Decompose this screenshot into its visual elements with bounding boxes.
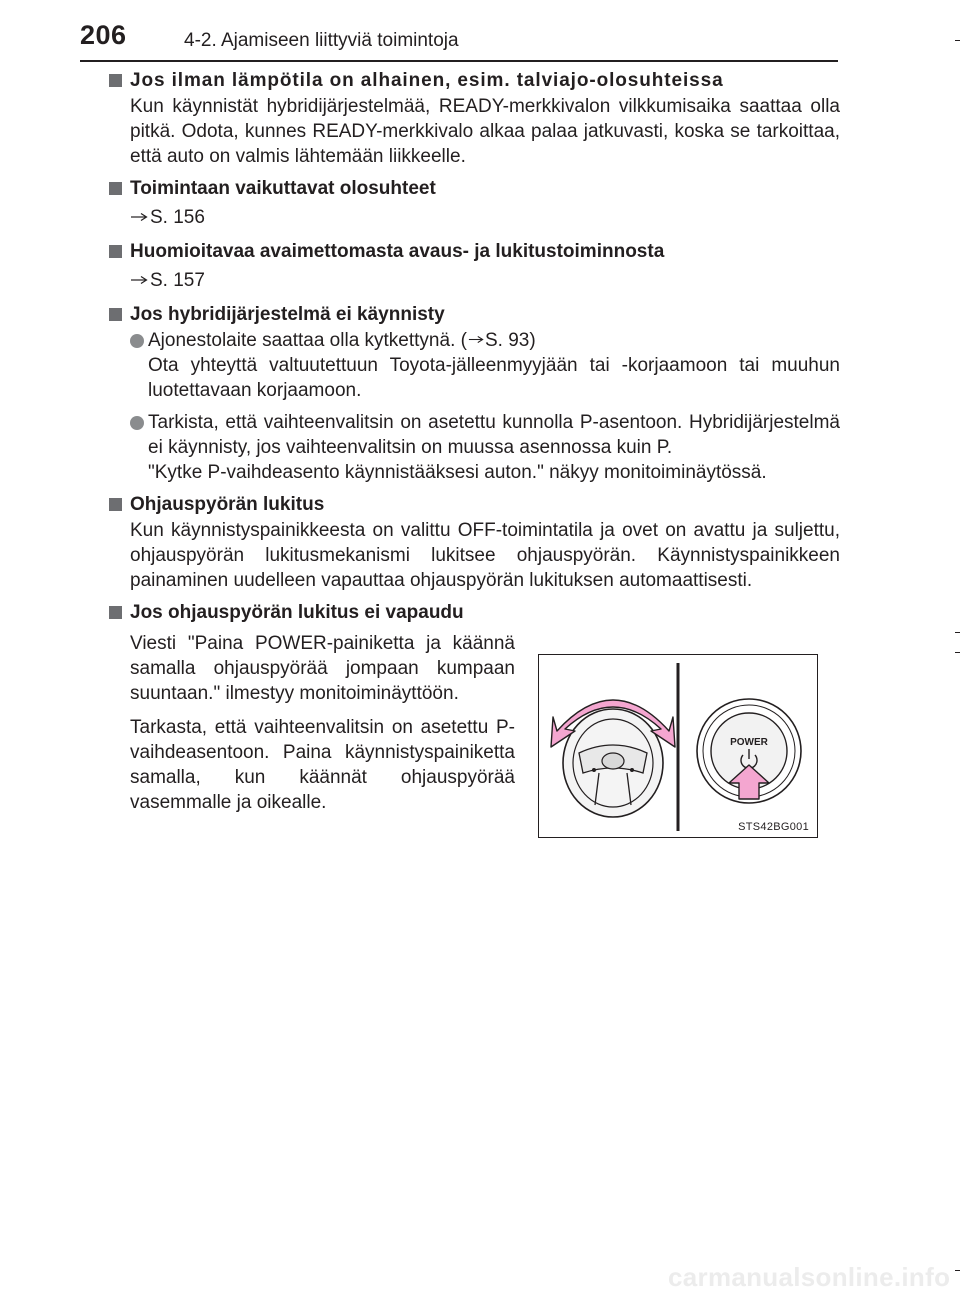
section-title: Ohjauspyörän lukitus <box>130 494 325 515</box>
section-square-icon <box>109 606 122 619</box>
page-reference-link[interactable]: S. 156 <box>150 206 205 228</box>
page-header <box>0 0 960 60</box>
watermark: carmanualsonline.info <box>668 1262 951 1292</box>
chapter-title: 4-2. Ajamiseen liittyviä toimintoja <box>184 30 459 51</box>
bullet-text: Ajonestolaite saattaa olla kytkettynä. ( <box>148 330 467 351</box>
section-square-icon <box>109 308 122 321</box>
margin-tick <box>955 652 960 653</box>
page-reference-link[interactable]: S. 157 <box>150 269 205 291</box>
figure-code: STS42BG001 <box>738 821 809 833</box>
page-reference-link[interactable]: S. 93 <box>484 330 530 351</box>
section-hybrid-not-starting <box>108 302 840 485</box>
arrow-right-icon <box>130 212 148 222</box>
margin-tick <box>955 40 960 41</box>
steering-wheel-icon <box>563 709 663 817</box>
paragraph: Viesti "Paina POWER-painiketta ja käännä samalla ohjauspyörää jompaan kumpaan suuntaan." ilmestyy monitoiminäyttöön. <box>130 633 515 704</box>
section-low-temperature <box>108 68 840 169</box>
section-title: Jos hybridijärjestelmä ei käynnisty <box>130 304 445 325</box>
illustration <box>539 655 817 837</box>
header-rule <box>80 60 838 62</box>
list-item <box>108 410 840 485</box>
margin-tick <box>955 1270 960 1271</box>
bullet-dot-icon <box>130 334 144 348</box>
bullet-text: ) <box>529 330 536 351</box>
steering-power-button-figure <box>538 654 818 838</box>
section-operating-conditions <box>108 176 840 232</box>
arrow-right-icon <box>468 335 484 344</box>
section-title: Jos ilman lämpötila on alhainen, esim. talviajo-olosuhteissa <box>130 70 724 91</box>
page-number: 206 <box>80 20 127 50</box>
arrow-right-icon <box>130 275 148 285</box>
section-title: Jos ohjauspyörän lukitus ei vapaudu <box>130 602 464 623</box>
section-square-icon <box>109 182 122 195</box>
section-square-icon <box>109 245 122 258</box>
bullet-text: Tarkista, että vaihteenvalitsin on asetettu kunnolla P-asentoon. Hybridijärjestelmä ei käynnisty, jos vaihteenvalitsin on muussa asennossa kuin P. <box>148 412 840 458</box>
bullet-continuation: "Kytke P-vaihdeasento käynnistääksesi auton." näkyy monitoiminäytössä. <box>148 462 767 483</box>
paragraph: Tarkasta, että vaihteenvalitsin on asetettu P-vaihdeasentoon. Paina käynnistyspainiketta samalla, kun käännät ohjauspyörää vasemmalle ja oikealle. <box>130 717 515 813</box>
margin-tick <box>955 632 960 633</box>
bullet-continuation: Ota yhteyttä valtuutettuun Toyota-jälleenmyyjään tai -korjaamoon tai muuhun luotettavaan korjaamoon. <box>148 355 840 401</box>
section-title: Toimintaan vaikuttavat olosuhteet <box>130 178 436 199</box>
section-body: Kun käynnistät hybridijärjestelmää, READY-merkkivalon vilkkumisaika saattaa olla pitkä. Odota, kunnes READY-merkkivalo alkaa palaa jatkuvasti, koska se tarkoittaa, että auto on valmis lähtemään liikkeelle. <box>130 96 840 167</box>
power-button-label: POWER <box>730 737 768 748</box>
bullet-dot-icon <box>130 416 144 430</box>
list-item <box>108 328 840 403</box>
section-steering-lock <box>108 492 840 593</box>
section-square-icon <box>109 498 122 511</box>
section-body: Kun käynnistyspainikkeesta on valittu OFF-toimintatila ja ovet on avattu ja suljettu, ohjauspyörän lukitusmekanismi lukitsee ohjauspyörän. Käynnistyspainikkeen painaminen uudelleen vapauttaa ohjauspyörän lukituksen automaattisesti. <box>130 520 840 591</box>
section-title: Huomioitavaa avaimettomasta avaus- ja lukitustoiminnosta <box>130 241 665 262</box>
section-square-icon <box>109 74 122 87</box>
section-smart-entry-notes <box>108 239 840 295</box>
